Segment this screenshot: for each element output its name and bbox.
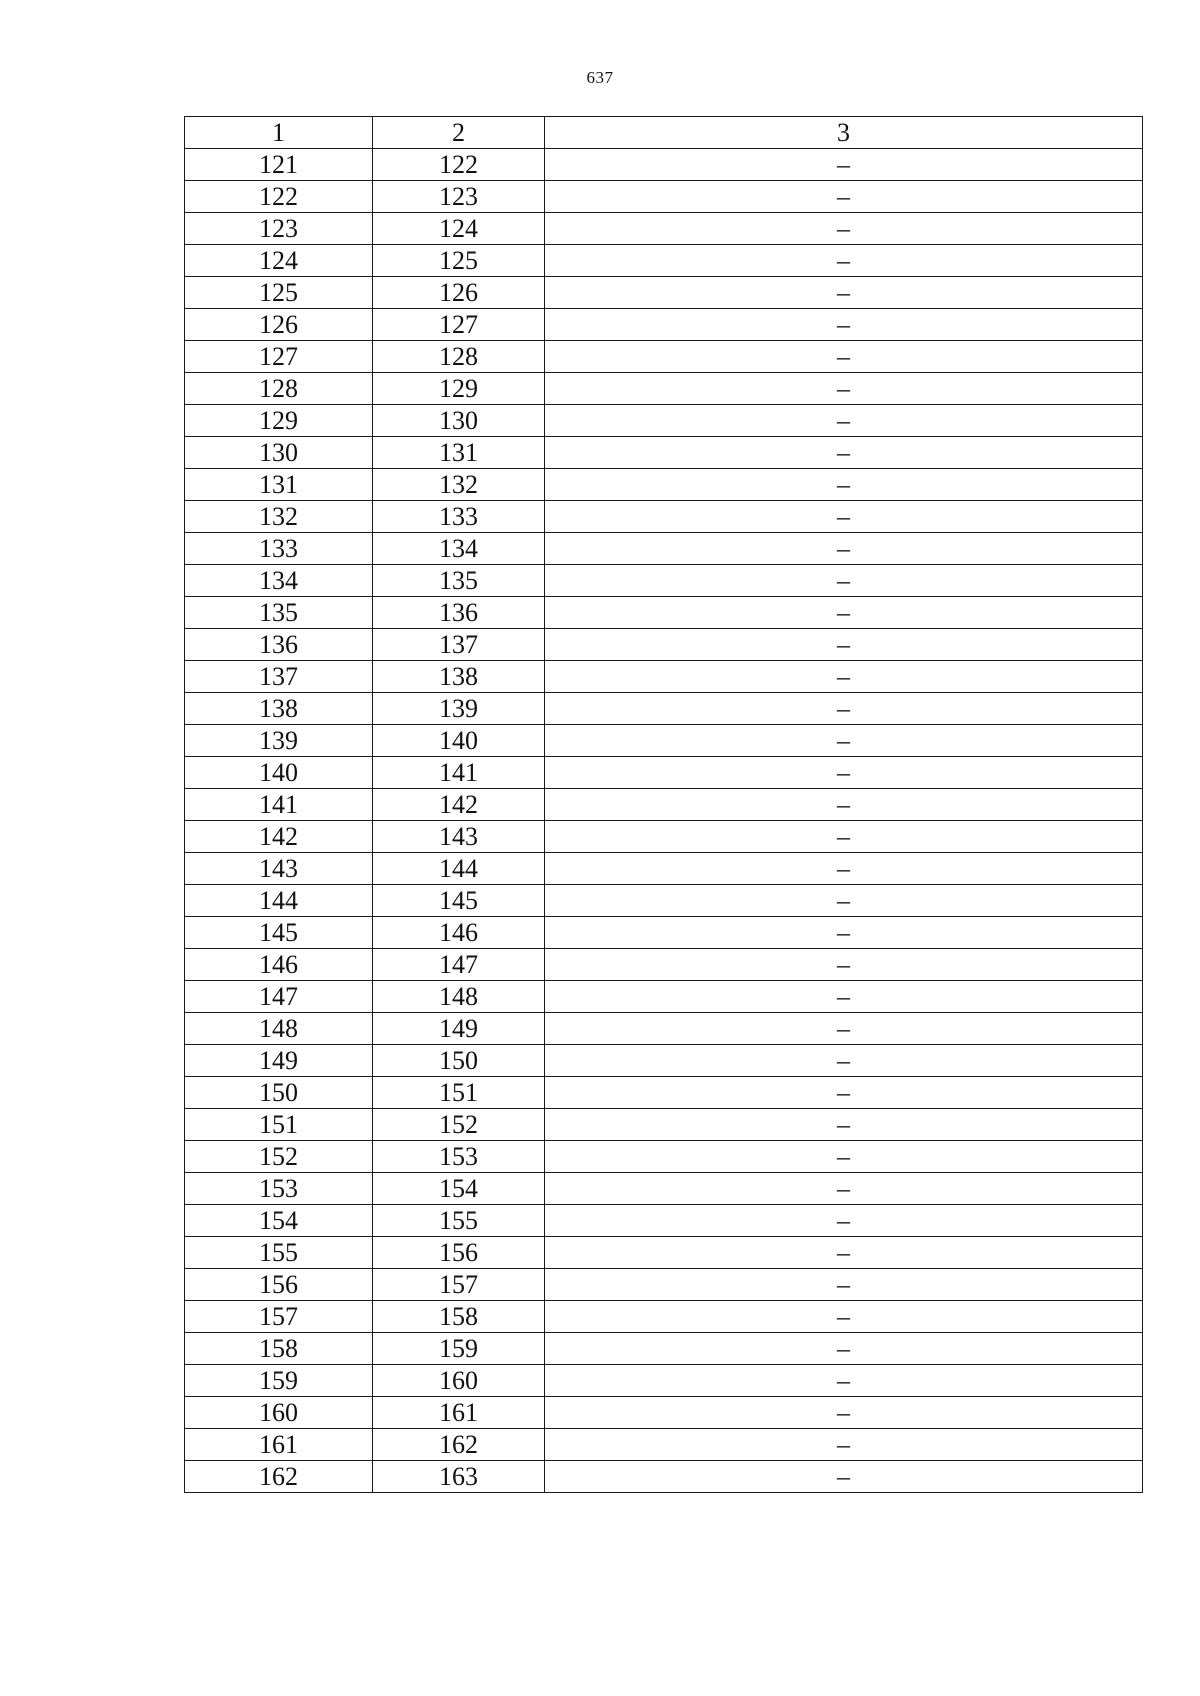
table-cell-col-2: 157 bbox=[373, 1269, 545, 1301]
table-cell-col-2: 138 bbox=[373, 661, 545, 693]
table-cell-col-2: 127 bbox=[373, 309, 545, 341]
table-cell-col-2: 163 bbox=[373, 1461, 545, 1493]
table-cell-col-1: 137 bbox=[185, 661, 373, 693]
table-cell-col-1: 121 bbox=[185, 149, 373, 181]
table-cell-col-3: – bbox=[545, 501, 1143, 533]
table-cell-col-3: – bbox=[545, 1237, 1143, 1269]
table-cell-col-1: 161 bbox=[185, 1429, 373, 1461]
column-header-1: 1 bbox=[185, 117, 373, 149]
table-cell-col-1: 126 bbox=[185, 309, 373, 341]
table-row bbox=[185, 373, 1143, 405]
table-row bbox=[185, 1237, 1143, 1269]
table-cell-col-1: 125 bbox=[185, 277, 373, 309]
table-row bbox=[185, 405, 1143, 437]
table-cell-col-3: – bbox=[545, 885, 1143, 917]
table-row bbox=[185, 1461, 1143, 1493]
table-cell-col-3: – bbox=[545, 277, 1143, 309]
table-row bbox=[185, 181, 1143, 213]
table-cell-col-3: – bbox=[545, 629, 1143, 661]
table-row bbox=[185, 213, 1143, 245]
table-cell-col-2: 147 bbox=[373, 949, 545, 981]
table-cell-col-3: – bbox=[545, 693, 1143, 725]
table-cell-col-1: 149 bbox=[185, 1045, 373, 1077]
table-cell-col-2: 148 bbox=[373, 981, 545, 1013]
table-cell-col-3: – bbox=[545, 917, 1143, 949]
table-row bbox=[185, 757, 1143, 789]
table-row bbox=[185, 437, 1143, 469]
table-row bbox=[185, 1077, 1143, 1109]
table-cell-col-1: 123 bbox=[185, 213, 373, 245]
table-row bbox=[185, 533, 1143, 565]
table-cell-col-1: 162 bbox=[185, 1461, 373, 1493]
table-cell-col-1: 129 bbox=[185, 405, 373, 437]
table-cell-col-1: 145 bbox=[185, 917, 373, 949]
table-cell-col-2: 122 bbox=[373, 149, 545, 181]
table-row bbox=[185, 1045, 1143, 1077]
table-cell-col-1: 147 bbox=[185, 981, 373, 1013]
table-cell-col-2: 143 bbox=[373, 821, 545, 853]
table-cell-col-3: – bbox=[545, 1173, 1143, 1205]
table-cell-col-1: 150 bbox=[185, 1077, 373, 1109]
table-cell-col-3: – bbox=[545, 1429, 1143, 1461]
table-cell-col-3: – bbox=[545, 821, 1143, 853]
table-cell-col-3: – bbox=[545, 1077, 1143, 1109]
table-row bbox=[185, 789, 1143, 821]
table-cell-col-1: 158 bbox=[185, 1333, 373, 1365]
table-cell-col-1: 146 bbox=[185, 949, 373, 981]
table-cell-col-3: – bbox=[545, 1365, 1143, 1397]
table-cell-col-3: – bbox=[545, 213, 1143, 245]
column-header-2: 2 bbox=[373, 117, 545, 149]
table-cell-col-1: 140 bbox=[185, 757, 373, 789]
data-table bbox=[184, 116, 1143, 1493]
table-cell-col-1: 124 bbox=[185, 245, 373, 277]
table-cell-col-2: 161 bbox=[373, 1397, 545, 1429]
table-cell-col-1: 127 bbox=[185, 341, 373, 373]
table-cell-col-2: 128 bbox=[373, 341, 545, 373]
table-cell-col-2: 153 bbox=[373, 1141, 545, 1173]
table-cell-col-2: 155 bbox=[373, 1205, 545, 1237]
table-cell-col-2: 137 bbox=[373, 629, 545, 661]
table-cell-col-2: 136 bbox=[373, 597, 545, 629]
table-row bbox=[185, 149, 1143, 181]
table-cell-col-2: 141 bbox=[373, 757, 545, 789]
table-cell-col-2: 125 bbox=[373, 245, 545, 277]
table-cell-col-3: – bbox=[545, 1397, 1143, 1429]
table-row bbox=[185, 885, 1143, 917]
table-row bbox=[185, 277, 1143, 309]
table-row bbox=[185, 1141, 1143, 1173]
table-cell-col-1: 152 bbox=[185, 1141, 373, 1173]
table-cell-col-2: 126 bbox=[373, 277, 545, 309]
table-cell-col-2: 156 bbox=[373, 1237, 545, 1269]
table-cell-col-1: 155 bbox=[185, 1237, 373, 1269]
table-cell-col-3: – bbox=[545, 757, 1143, 789]
table-cell-col-3: – bbox=[545, 1333, 1143, 1365]
table-cell-col-2: 151 bbox=[373, 1077, 545, 1109]
table-cell-col-3: – bbox=[545, 565, 1143, 597]
table-cell-col-2: 158 bbox=[373, 1301, 545, 1333]
table-row bbox=[185, 245, 1143, 277]
table-cell-col-3: – bbox=[545, 1461, 1143, 1493]
table-cell-col-2: 130 bbox=[373, 405, 545, 437]
table-row bbox=[185, 1205, 1143, 1237]
table-cell-col-3: – bbox=[545, 1045, 1143, 1077]
table-cell-col-2: 139 bbox=[373, 693, 545, 725]
table-cell-col-1: 144 bbox=[185, 885, 373, 917]
table-cell-col-3: – bbox=[545, 1013, 1143, 1045]
table-cell-col-1: 131 bbox=[185, 469, 373, 501]
table-row bbox=[185, 853, 1143, 885]
table-cell-col-3: – bbox=[545, 597, 1143, 629]
table-row bbox=[185, 1301, 1143, 1333]
table-row bbox=[185, 341, 1143, 373]
table-cell-col-1: 160 bbox=[185, 1397, 373, 1429]
header-row bbox=[185, 117, 1143, 149]
table-cell-col-3: – bbox=[545, 1205, 1143, 1237]
table-cell-col-1: 132 bbox=[185, 501, 373, 533]
table-row bbox=[185, 725, 1143, 757]
table-row bbox=[185, 917, 1143, 949]
table-row bbox=[185, 309, 1143, 341]
table-cell-col-3: – bbox=[545, 181, 1143, 213]
table-cell-col-2: 150 bbox=[373, 1045, 545, 1077]
table-row bbox=[185, 469, 1143, 501]
table-cell-col-3: – bbox=[545, 437, 1143, 469]
table-cell-col-1: 159 bbox=[185, 1365, 373, 1397]
table-cell-col-2: 159 bbox=[373, 1333, 545, 1365]
table-cell-col-2: 129 bbox=[373, 373, 545, 405]
table-cell-col-3: – bbox=[545, 341, 1143, 373]
table-cell-col-3: – bbox=[545, 469, 1143, 501]
table-cell-col-3: – bbox=[545, 1301, 1143, 1333]
table-row bbox=[185, 1397, 1143, 1429]
table-cell-col-1: 122 bbox=[185, 181, 373, 213]
table-row bbox=[185, 821, 1143, 853]
table-cell-col-1: 130 bbox=[185, 437, 373, 469]
table-cell-col-1: 156 bbox=[185, 1269, 373, 1301]
table-cell-col-2: 160 bbox=[373, 1365, 545, 1397]
table-cell-col-3: – bbox=[545, 149, 1143, 181]
table-cell-col-1: 128 bbox=[185, 373, 373, 405]
table-row bbox=[185, 1333, 1143, 1365]
table-cell-col-3: – bbox=[545, 725, 1143, 757]
table-body bbox=[185, 149, 1143, 1493]
table-cell-col-2: 149 bbox=[373, 1013, 545, 1045]
table-cell-col-3: – bbox=[545, 1109, 1143, 1141]
table-cell-col-2: 140 bbox=[373, 725, 545, 757]
table-cell-col-1: 134 bbox=[185, 565, 373, 597]
table-cell-col-1: 154 bbox=[185, 1205, 373, 1237]
table-cell-col-3: – bbox=[545, 1269, 1143, 1301]
table-cell-col-3: – bbox=[545, 373, 1143, 405]
table-cell-col-1: 133 bbox=[185, 533, 373, 565]
table-cell-col-2: 142 bbox=[373, 789, 545, 821]
table-cell-col-2: 154 bbox=[373, 1173, 545, 1205]
table-cell-col-3: – bbox=[545, 949, 1143, 981]
table-cell-col-3: – bbox=[545, 981, 1143, 1013]
page-number: 637 bbox=[586, 68, 614, 87]
table-row bbox=[185, 1365, 1143, 1397]
table-cell-col-1: 135 bbox=[185, 597, 373, 629]
table-cell-col-1: 139 bbox=[185, 725, 373, 757]
table-row bbox=[185, 597, 1143, 629]
table-cell-col-1: 151 bbox=[185, 1109, 373, 1141]
table-row bbox=[185, 981, 1143, 1013]
table-row bbox=[185, 629, 1143, 661]
table-cell-col-1: 148 bbox=[185, 1013, 373, 1045]
table-cell-col-2: 135 bbox=[373, 565, 545, 597]
table-cell-col-3: – bbox=[545, 309, 1143, 341]
table-row bbox=[185, 565, 1143, 597]
table-row bbox=[185, 661, 1143, 693]
table-cell-col-1: 142 bbox=[185, 821, 373, 853]
column-header-3: 3 bbox=[545, 117, 1143, 149]
table-row bbox=[185, 693, 1143, 725]
table-cell-col-1: 136 bbox=[185, 629, 373, 661]
table-cell-col-3: – bbox=[545, 533, 1143, 565]
table-cell-col-2: 123 bbox=[373, 181, 545, 213]
table-cell-col-3: – bbox=[545, 1141, 1143, 1173]
table-cell-col-1: 157 bbox=[185, 1301, 373, 1333]
table-row bbox=[185, 501, 1143, 533]
table-cell-col-1: 153 bbox=[185, 1173, 373, 1205]
table-row bbox=[185, 1269, 1143, 1301]
table-cell-col-2: 162 bbox=[373, 1429, 545, 1461]
table-cell-col-2: 133 bbox=[373, 501, 545, 533]
table-cell-col-3: – bbox=[545, 245, 1143, 277]
table-header bbox=[185, 117, 1143, 149]
table-cell-col-3: – bbox=[545, 661, 1143, 693]
table-cell-col-1: 138 bbox=[185, 693, 373, 725]
table-row bbox=[185, 1173, 1143, 1205]
table-cell-col-1: 141 bbox=[185, 789, 373, 821]
table-cell-col-1: 143 bbox=[185, 853, 373, 885]
table-cell-col-2: 132 bbox=[373, 469, 545, 501]
table-cell-col-2: 145 bbox=[373, 885, 545, 917]
table-cell-col-2: 124 bbox=[373, 213, 545, 245]
table-row bbox=[185, 1109, 1143, 1141]
table-cell-col-2: 146 bbox=[373, 917, 545, 949]
table-cell-col-3: – bbox=[545, 853, 1143, 885]
table-row bbox=[185, 1013, 1143, 1045]
table-cell-col-2: 152 bbox=[373, 1109, 545, 1141]
table-cell-col-2: 134 bbox=[373, 533, 545, 565]
table-cell-col-2: 131 bbox=[373, 437, 545, 469]
table-cell-col-3: – bbox=[545, 405, 1143, 437]
table-cell-col-2: 144 bbox=[373, 853, 545, 885]
table-row bbox=[185, 949, 1143, 981]
table-cell-col-3: – bbox=[545, 789, 1143, 821]
table-row bbox=[185, 1429, 1143, 1461]
